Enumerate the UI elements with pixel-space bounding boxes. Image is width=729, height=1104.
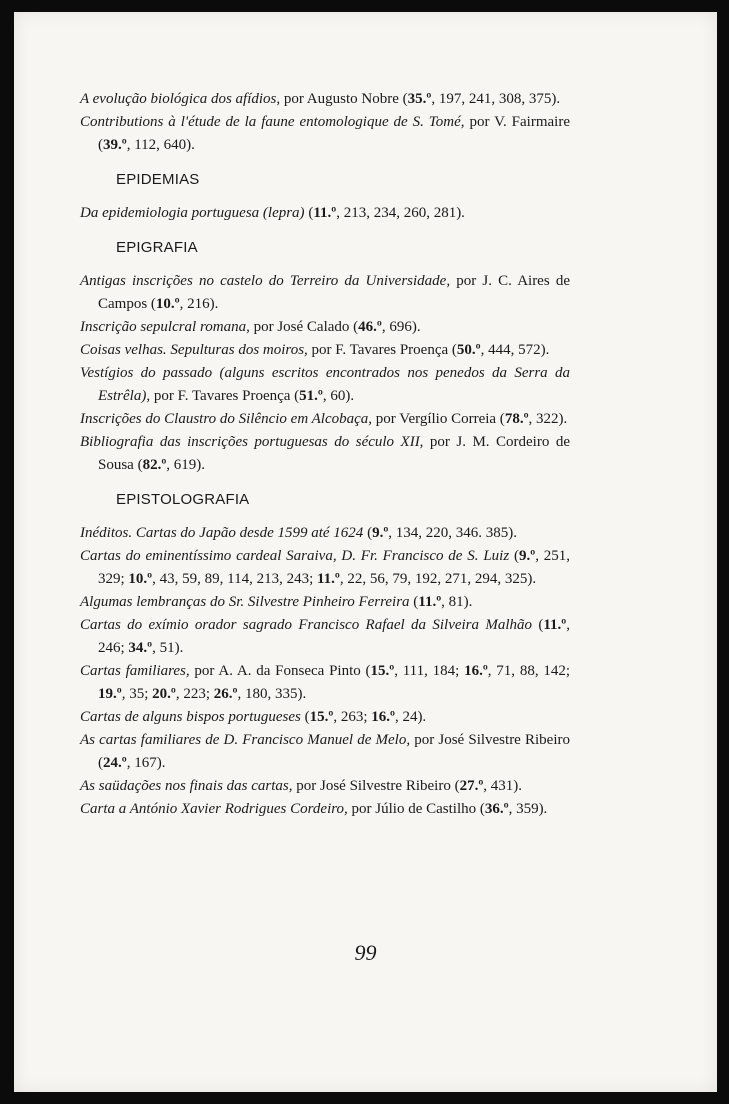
book-page bbox=[14, 12, 717, 1092]
entry-text: ( bbox=[363, 525, 373, 541]
index-entry bbox=[80, 270, 570, 316]
volume-number: 16.º bbox=[464, 663, 488, 679]
entry-text: por José Calado ( bbox=[249, 319, 359, 335]
entry-text: ( bbox=[300, 709, 310, 725]
entry-title: Da epidemiologia portuguesa (lepra) bbox=[80, 205, 305, 221]
index-entry bbox=[80, 545, 570, 591]
volume-number: 35.º bbox=[407, 91, 432, 107]
entry-text: , 112, 640). bbox=[126, 137, 195, 153]
entry-text: por F. Tavares Proença ( bbox=[307, 342, 457, 358]
index-content bbox=[80, 88, 570, 821]
volume-number: 11.º bbox=[543, 617, 567, 633]
entry-title: Cartas de alguns bispos portugueses bbox=[80, 709, 301, 725]
entry-text: , 444, 572). bbox=[480, 342, 550, 358]
entry-text: por Augusto Nobre ( bbox=[280, 91, 408, 107]
entry-title: Contributions à l'étude de la faune entomologique de S. Tomé, bbox=[80, 114, 465, 130]
entry-text: por Vergílio Correia ( bbox=[372, 411, 505, 427]
entry-title: Cartas familiares, bbox=[80, 663, 190, 679]
volume-number: 24.º bbox=[103, 755, 127, 771]
volume-number: 46.º bbox=[358, 319, 382, 335]
entry-text: , 81). bbox=[441, 594, 473, 610]
volume-number: 15.º bbox=[370, 663, 395, 679]
entry-text: por V. Fairmaire ( bbox=[98, 114, 570, 153]
volume-number: 15.º bbox=[309, 709, 334, 725]
entry-text: ( bbox=[532, 617, 544, 633]
entry-text: , 134, 220, 346. 385). bbox=[388, 525, 518, 541]
page-number: 99 bbox=[354, 940, 377, 965]
volume-number: 27.º bbox=[459, 778, 484, 794]
volume-number: 11.º bbox=[317, 571, 340, 587]
entry-text: ( bbox=[509, 548, 519, 564]
entry-title: Carta a António Xavier Rodrigues Cordeiro, bbox=[80, 801, 348, 817]
entry-text: por José Silvestre Ribeiro ( bbox=[292, 778, 460, 794]
volume-number: 26.º bbox=[213, 686, 238, 702]
index-entry bbox=[80, 614, 570, 660]
entry-title: As cartas familiares de D. Francisco Manuel de Melo, bbox=[80, 732, 411, 748]
entry-title: Inscrição sepulcral romana, bbox=[80, 319, 250, 335]
entry-text: ( bbox=[304, 205, 314, 221]
section-heading: EPIDEMIAS bbox=[116, 171, 200, 188]
entry-text: por Júlio de Castilho ( bbox=[347, 801, 485, 817]
index-entry bbox=[80, 431, 570, 477]
entry-text: por J. M. Cordeiro de Sousa ( bbox=[98, 434, 570, 473]
entry-text: , 431). bbox=[483, 778, 523, 794]
entry-text: , 322). bbox=[528, 411, 568, 427]
entry-text: , 24). bbox=[394, 709, 427, 725]
volume-number: 39.º bbox=[103, 137, 127, 153]
volume-number: 9.º bbox=[372, 525, 389, 541]
index-entry bbox=[80, 660, 570, 706]
entry-text: , 216). bbox=[179, 296, 219, 312]
index-entry bbox=[80, 798, 570, 821]
index-entry bbox=[80, 111, 570, 157]
index-entry bbox=[80, 775, 570, 798]
index-entry bbox=[80, 339, 570, 362]
entry-text: por A. A. da Fonseca Pinto ( bbox=[189, 663, 371, 679]
entry-title: Inscrições do Claustro do Silêncio em Alcobaça, bbox=[80, 411, 373, 427]
entry-text: , 167). bbox=[126, 755, 166, 771]
index-entry bbox=[80, 591, 570, 614]
volume-number: 20.º bbox=[152, 686, 176, 702]
entry-title: Cartas do exímio orador sagrado Francisco Rafael da Silveira Malhão bbox=[80, 617, 533, 633]
entry-text: , 60). bbox=[322, 388, 355, 404]
volume-number: 9.º bbox=[519, 548, 536, 564]
entry-text: , 111, 184; bbox=[394, 663, 465, 679]
volume-number: 10.º bbox=[128, 571, 153, 587]
entry-title: Antigas inscrições no castelo do Terreiro da Universidade, bbox=[80, 273, 451, 289]
entry-title: Algumas lembranças do Sr. Silvestre Pinheiro Ferreira bbox=[80, 594, 410, 610]
entry-text: , 51). bbox=[152, 640, 184, 656]
volume-number: 82.º bbox=[142, 457, 167, 473]
entry-text: por José Silvestre Ribeiro ( bbox=[98, 732, 570, 771]
index-entry bbox=[80, 316, 570, 339]
entry-text: , 251, 329; bbox=[98, 548, 571, 587]
entry-text: , 43, 59, 89, 114, 213, 243; bbox=[152, 571, 317, 587]
volume-number: 36.º bbox=[484, 801, 509, 817]
index-entry bbox=[80, 202, 570, 225]
index-entry bbox=[80, 408, 570, 431]
entry-title: Bibliografia das inscrições portuguesas do século XII, bbox=[80, 434, 424, 450]
entry-text: , 180, 335). bbox=[237, 686, 307, 702]
section-heading: EPIGRAFIA bbox=[116, 239, 198, 256]
index-entry bbox=[80, 729, 570, 775]
volume-number: 11.º bbox=[313, 205, 337, 221]
entry-text: , 696). bbox=[381, 319, 421, 335]
entry-text: , 35; bbox=[121, 686, 153, 702]
entry-text: , 22, 56, 79, 192, 271, 294, 325). bbox=[339, 571, 537, 587]
volume-number: 78.º bbox=[504, 411, 529, 427]
volume-number: 16.º bbox=[371, 709, 395, 725]
entry-title: Vestígios do passado (alguns escritos encontrados nos penedos da Serra da Estrêla), bbox=[80, 365, 570, 404]
volume-number: 10.º bbox=[155, 296, 180, 312]
entry-title: Coisas velhas. Sepulturas dos moiros, bbox=[80, 342, 308, 358]
entry-text: , 213, 234, 260, 281). bbox=[336, 205, 465, 221]
section-heading: EPISTOLOGRAFIA bbox=[116, 491, 250, 508]
volume-number: 50.º bbox=[456, 342, 481, 358]
entry-title: Cartas do eminentíssimo cardeal Saraiva, D. Fr. Francisco de S. Luiz bbox=[80, 548, 510, 564]
entry-text: por J. C. Aires de Campos ( bbox=[98, 273, 570, 312]
index-entry bbox=[80, 362, 570, 408]
volume-number: 51.º bbox=[299, 388, 323, 404]
entry-text: , 619). bbox=[166, 457, 206, 473]
entry-text: ( bbox=[409, 594, 419, 610]
entry-title: As saüdações nos finais das cartas, bbox=[80, 778, 293, 794]
entry-text: , 197, 241, 308, 375). bbox=[431, 91, 561, 107]
entry-text: , 246; bbox=[98, 617, 570, 656]
entry-title: A evolução biológica dos afídios, bbox=[80, 91, 281, 107]
index-entry bbox=[80, 88, 570, 111]
entry-text: , 263; bbox=[333, 709, 372, 725]
volume-number: 19.º bbox=[98, 686, 122, 702]
index-entry bbox=[80, 706, 570, 729]
volume-number: 11.º bbox=[418, 594, 442, 610]
index-entry bbox=[80, 522, 570, 545]
entry-text: , 71, 88, 142; bbox=[487, 663, 570, 679]
entry-text: , 223; bbox=[175, 686, 214, 702]
entry-text: , 359). bbox=[508, 801, 548, 817]
volume-number: 34.º bbox=[128, 640, 153, 656]
entry-title: Inéditos. Cartas do Japão desde 1599 até 1624 bbox=[80, 525, 364, 541]
entry-text: por F. Tavares Proença ( bbox=[150, 388, 300, 404]
